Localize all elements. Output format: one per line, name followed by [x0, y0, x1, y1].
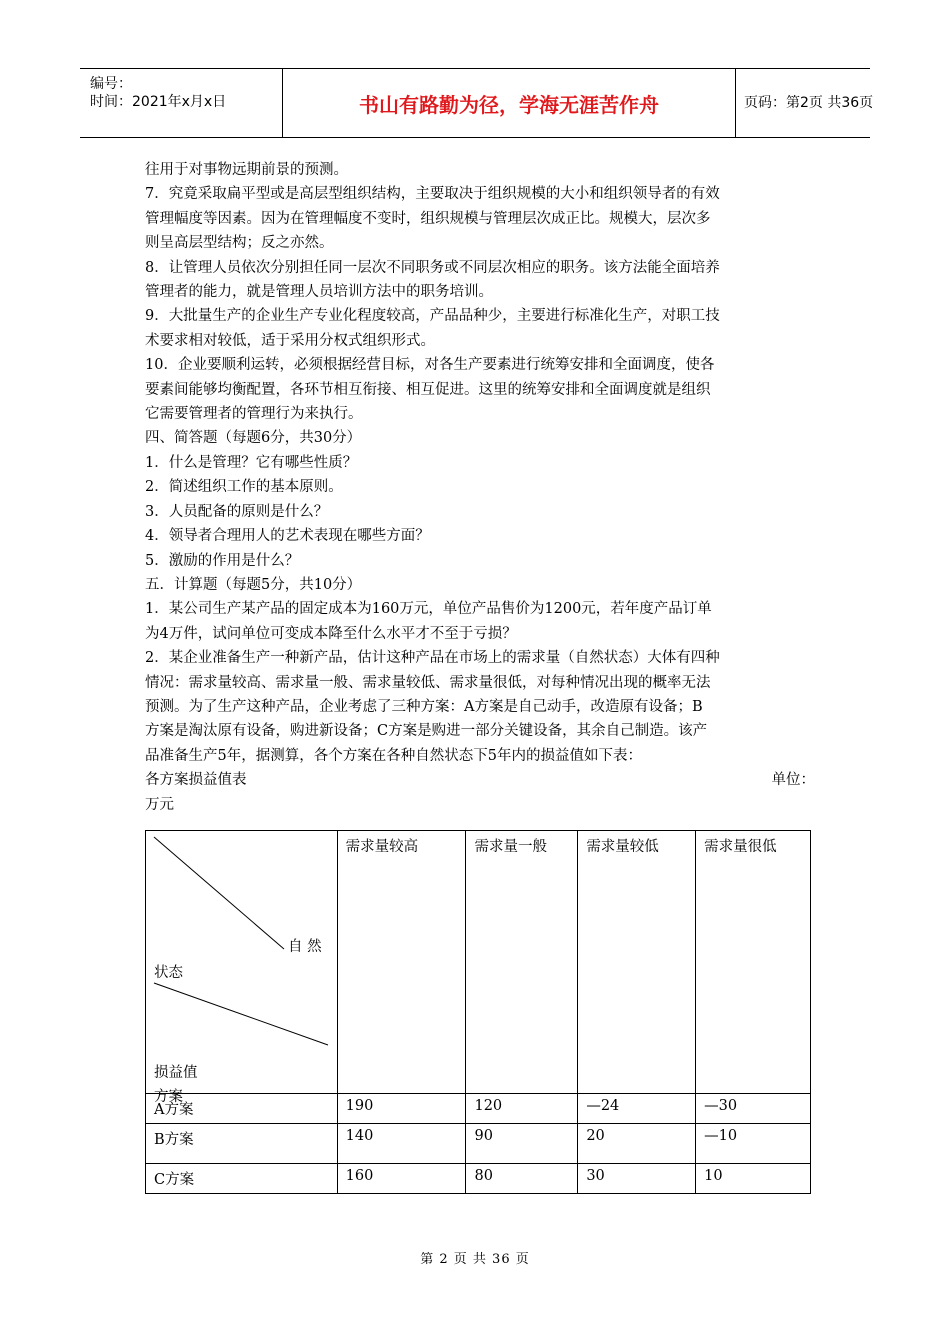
- body-line: 管理者的能力，就是管理人员培训方法中的职务培训。: [145, 284, 493, 301]
- page-header: [80, 68, 874, 138]
- table-row: [146, 1124, 811, 1164]
- table-caption-row: [145, 768, 815, 792]
- column-header: 需求量较低: [578, 831, 696, 1094]
- body-line: 2．某企业准备生产一种新产品，估计这种产品在市场上的需求量（自然状态）大体有四种: [145, 650, 720, 667]
- document-body: [145, 158, 815, 817]
- corner-label-plan: 方案: [154, 1089, 183, 1105]
- row-label: B方案: [146, 1124, 338, 1164]
- body-line: 则呈高层型结构；反之亦然。: [145, 235, 334, 252]
- section-heading: 四、简答题（每题6分，共30分）: [145, 430, 362, 447]
- corner-label-payoff: 损益值: [154, 1065, 198, 1081]
- page-footer: 第 2 页 共 36 页: [420, 1252, 530, 1267]
- corner-label-natural: 自 然: [288, 939, 322, 955]
- body-line: 管理幅度等因素。因为在管理幅度不变时，组织规模与管理层次成正比。规模大，层次多: [145, 210, 711, 227]
- body-line: 要素间能够均衡配置，各环节相互衔接、相互促进。这里的统筹安排和全面调度就是组织: [145, 381, 711, 398]
- table-unit-label: 单位：: [771, 772, 815, 789]
- body-line: 它需要管理者的管理行为来执行。: [145, 406, 363, 423]
- table-cell: —24: [578, 1094, 696, 1124]
- document-number: 编号：: [90, 76, 132, 92]
- body-line: 9．大批量生产的企业生产专业化程度较高，产品品种少，主要进行标准化生产，对职工技: [145, 308, 720, 325]
- header-page-info: 页码：第2页 共36页: [744, 95, 874, 111]
- table-corner-cell: [146, 831, 338, 1105]
- column-header: 需求量很低: [696, 831, 811, 1094]
- question-line: 3．人员配备的原则是什么？: [145, 503, 329, 520]
- question-line: 1．什么是管理？它有哪些性质？: [145, 454, 358, 471]
- body-line: 预测。为了生产这种产品，企业考虑了三种方案：A方案是自己动手，改造原有设备；B: [145, 698, 703, 715]
- table-cell: —30: [696, 1094, 811, 1124]
- table-cell: —10: [696, 1124, 811, 1164]
- table-header-row: [146, 831, 811, 1094]
- row-label: C方案: [146, 1164, 338, 1194]
- table-cell: 120: [466, 1094, 578, 1124]
- table-cell: 30: [578, 1164, 696, 1194]
- column-header: 需求量一般: [466, 831, 578, 1094]
- corner-label-state: 状态: [154, 965, 183, 981]
- question-line: 4．领导者合理用人的艺术表现在哪些方面？: [145, 528, 430, 545]
- body-line: 方案是淘汰原有设备，购进新设备；C方案是购进一部分关键设备，其余自己制造。该产: [145, 723, 708, 740]
- table-cell: 80: [466, 1164, 578, 1194]
- row-label: A方案: [146, 1094, 338, 1124]
- question-line: 2．简述组织工作的基本原则。: [145, 479, 343, 496]
- table-row: [146, 1164, 811, 1194]
- body-line: 为4万件，试问单位可变成本降至什么水平才不至于亏损？: [145, 625, 517, 642]
- table-cell: 190: [337, 1094, 466, 1124]
- table-cell: 20: [578, 1124, 696, 1164]
- body-line: 往用于对事物远期前景的预测。: [145, 162, 348, 178]
- column-header: 需求量较高: [337, 831, 466, 1094]
- table-cell: 10: [696, 1164, 811, 1194]
- payoff-table: [145, 830, 811, 1194]
- body-line: 1．某公司生产某产品的固定成本为160万元，单位产品售价为1200元，若年度产品订单: [145, 601, 712, 618]
- body-line: 情况：需求量较高、需求量一般、需求量较低、需求量很低，对每种情况出现的概率无法: [145, 674, 711, 691]
- section-heading: 五．计算题（每题5分，共10分）: [145, 576, 362, 593]
- body-line: 7．究竟采取扁平型或是高层型组织结构，主要取决于组织规模的大小和组织领导者的有效: [145, 186, 720, 203]
- table-cell: 160: [337, 1164, 466, 1194]
- table-cell: 140: [337, 1124, 466, 1164]
- header-meta: [80, 69, 283, 137]
- table-caption: 各方案损益值表: [145, 772, 247, 789]
- table-unit-value: 万元: [145, 796, 174, 813]
- table-row: [146, 1094, 811, 1124]
- body-line: 8．让管理人员依次分别担任同一层次不同职务或不同层次相应的职务。该方法能全面培养: [145, 259, 720, 276]
- table-cell: 90: [466, 1124, 578, 1164]
- body-line: 术要求相对较低，适于采用分权式组织形式。: [145, 332, 435, 349]
- question-line: 5．激励的作用是什么？: [145, 552, 300, 569]
- header-motto: 书山有路勤为径，学海无涯苦作舟: [283, 69, 736, 137]
- body-line: 10．企业要顺利运转，必须根据经营目标，对各生产要素进行统筹安排和全面调度，使各: [145, 357, 715, 374]
- document-time: 时间：2021年x月x日: [90, 94, 227, 110]
- body-line: 品准备生产5年，据测算，各个方案在各种自然状态下5年内的损益值如下表：: [145, 747, 642, 764]
